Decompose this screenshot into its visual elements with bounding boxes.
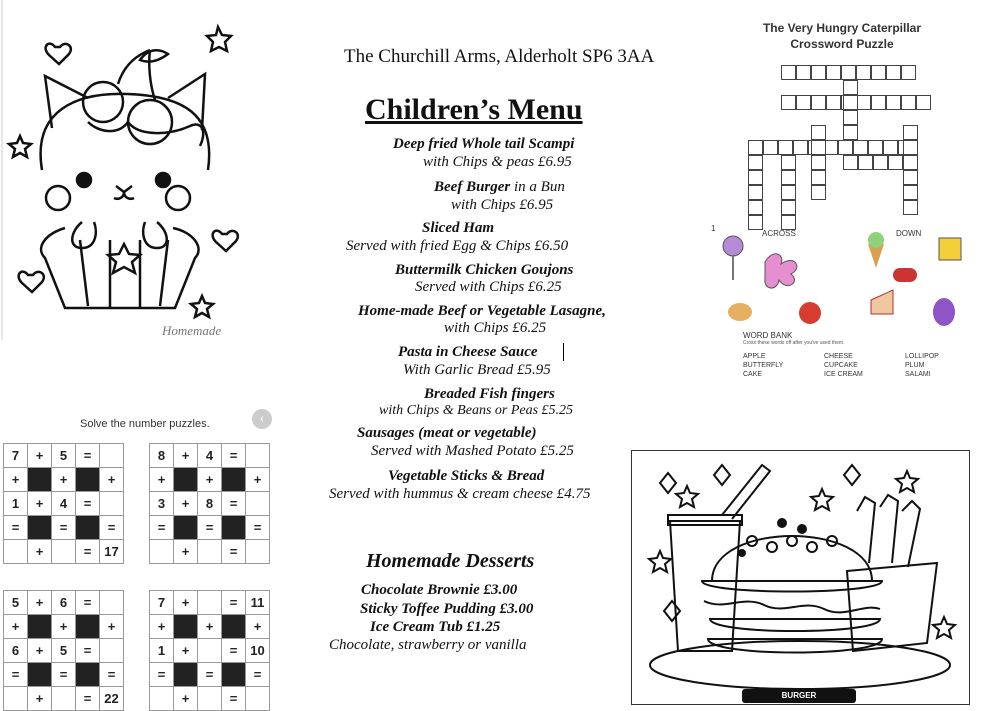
- puzzle-cell: +: [246, 615, 270, 639]
- crossword-cell[interactable]: [903, 140, 918, 155]
- crossword-cell[interactable]: [826, 95, 841, 110]
- puzzle-cell: =: [246, 516, 270, 540]
- crossword-cell[interactable]: [763, 140, 778, 155]
- puzzle-cell: =: [222, 492, 246, 516]
- word-bank-word: CHEESE: [824, 353, 853, 360]
- puzzle-cell: =: [52, 516, 76, 540]
- crossword-cell[interactable]: [916, 95, 931, 110]
- number-puzzle-grid: [3, 443, 124, 564]
- puzzle-cell: +: [150, 468, 174, 492]
- menu-item-name: Buttermilk Chicken Goujons: [395, 262, 574, 278]
- crossword-cell[interactable]: [781, 155, 796, 170]
- puzzle-cell[interactable]: [246, 687, 270, 711]
- crossword-cell[interactable]: [748, 200, 763, 215]
- menu-title: Children’s Menu: [365, 93, 583, 126]
- menu-item-detail: Served with fried Egg & Chips £6.50: [346, 238, 569, 254]
- puzzle-cell: +: [246, 468, 270, 492]
- crossword-cell[interactable]: [811, 95, 826, 110]
- puzzle-cell: +: [198, 468, 222, 492]
- puzzle-cell: =: [76, 639, 100, 663]
- puzzle-cell: =: [198, 663, 222, 687]
- puzzle-cell: =: [76, 687, 100, 711]
- puzzle-cell: =: [150, 663, 174, 687]
- puzzle-cell: +: [174, 591, 198, 615]
- puzzle-cell: =: [222, 639, 246, 663]
- crossword-cell[interactable]: [793, 140, 808, 155]
- address: The Churchill Arms, Alderholt SP6 3AA: [344, 46, 655, 67]
- puzzle-cell: 4: [52, 492, 76, 516]
- puzzle-black-cell: [174, 516, 198, 540]
- puzzle-cell: =: [100, 516, 124, 540]
- crossword-cell[interactable]: [843, 95, 858, 110]
- puzzle-cell: 3: [150, 492, 174, 516]
- crossword-cell[interactable]: [811, 155, 826, 170]
- dessert-note: Chocolate, strawberry or vanilla: [329, 637, 527, 653]
- puzzle-cell: 1: [4, 492, 28, 516]
- cat-cupcake-colouring-image: [0, 0, 250, 340]
- puzzle-cell: 6: [4, 639, 28, 663]
- menu-item-detail: Served with Mashed Potato £5.25: [371, 443, 574, 459]
- puzzle-cell: +: [174, 540, 198, 564]
- puzzle-cell: 6: [52, 591, 76, 615]
- crossword-cell[interactable]: [781, 185, 796, 200]
- puzzle-cell: =: [76, 492, 100, 516]
- menu-item-name: Sliced Ham: [422, 220, 495, 236]
- puzzle-cell: 7: [150, 591, 174, 615]
- menu-item-detail: Served with hummus & cream cheese £4.75: [329, 486, 591, 502]
- dessert-item: Sticky Toffee Pudding £3.00: [360, 601, 534, 617]
- puzzle-cell[interactable]: [246, 444, 270, 468]
- puzzle-black-cell: [28, 516, 52, 540]
- menu-item-detail: with Chips £6.25: [444, 320, 547, 336]
- puzzle-cell: 8: [198, 492, 222, 516]
- puzzle-cell: +: [52, 468, 76, 492]
- crossword-cell[interactable]: [843, 110, 858, 125]
- crossword-title: [723, 20, 961, 52]
- crossword-cell[interactable]: [811, 170, 826, 185]
- dessert-item: Ice Cream Tub £1.25: [370, 619, 501, 635]
- puzzle-cell: +: [4, 468, 28, 492]
- puzzle-cell[interactable]: [100, 492, 124, 516]
- word-bank-column: [905, 352, 939, 379]
- crossword-numbers: [711, 224, 715, 233]
- puzzle-cell: 10: [246, 639, 270, 663]
- dessert-item: Chocolate Brownie £3.00: [361, 582, 518, 598]
- word-bank-word: ICE CREAM: [824, 371, 863, 378]
- menu-item-name: Home-made Beef or Vegetable Lasagne,: [358, 303, 606, 319]
- puzzle-cell[interactable]: [198, 540, 222, 564]
- puzzle-black-cell: [76, 615, 100, 639]
- crossword-cell[interactable]: [903, 185, 918, 200]
- puzzle-cell: +: [28, 639, 52, 663]
- puzzle-cell: +: [174, 639, 198, 663]
- menu-item-detail: with Chips £6.95: [451, 197, 554, 213]
- cat-caption: Homemade: [162, 323, 222, 335]
- crossword-cell[interactable]: [811, 185, 826, 200]
- crossword-cell[interactable]: [781, 95, 796, 110]
- crossword-cell[interactable]: [796, 65, 811, 80]
- burger-label: BURGER: [742, 689, 856, 703]
- puzzle-cell: +: [174, 444, 198, 468]
- number-puzzle-grid: [149, 443, 270, 564]
- word-bank-word: APPLE: [743, 353, 766, 360]
- puzzle-cell: 5: [52, 639, 76, 663]
- crossword-cell[interactable]: [858, 155, 873, 170]
- menu-item-name: Deep fried Whole tail Scampi: [393, 136, 575, 152]
- puzzle-cell: +: [28, 540, 52, 564]
- crossword-cell[interactable]: [843, 125, 858, 140]
- crossword-cell[interactable]: [841, 65, 856, 80]
- puzzle-cell: =: [52, 663, 76, 687]
- puzzle-cell: =: [4, 663, 28, 687]
- down-label: DOWN: [896, 229, 922, 238]
- puzzle-cell[interactable]: [52, 687, 76, 711]
- puzzle-cell[interactable]: [198, 639, 222, 663]
- crossword-cell[interactable]: [886, 95, 901, 110]
- crossword-cell[interactable]: [811, 140, 826, 155]
- word-bank-column: [824, 352, 863, 379]
- word-bank-column: [743, 352, 783, 379]
- puzzle-black-cell: [222, 516, 246, 540]
- crossword-cell[interactable]: [883, 140, 898, 155]
- puzzle-cell: =: [76, 444, 100, 468]
- puzzle-black-cell: [222, 468, 246, 492]
- crossword-cell[interactable]: [826, 65, 841, 80]
- puzzle-cell: +: [100, 468, 124, 492]
- puzzle-cell[interactable]: [4, 687, 28, 711]
- puzzle-cell: =: [198, 516, 222, 540]
- puzzle-cell: 7: [4, 444, 28, 468]
- puzzle-cell: =: [76, 591, 100, 615]
- menu-item-name-bold: Beef Burger: [434, 179, 511, 195]
- crossword-cell[interactable]: [778, 140, 793, 155]
- clue-number: 1: [711, 224, 716, 233]
- menu-item-name: Pasta in Cheese Sauce: [398, 344, 538, 360]
- puzzle-cell[interactable]: [150, 540, 174, 564]
- puzzle-cell: 17: [100, 540, 124, 564]
- crossword-title-line2: Crossword Puzzle: [790, 37, 894, 51]
- puzzle-cell[interactable]: [246, 492, 270, 516]
- puzzle-cell: =: [222, 540, 246, 564]
- crossword-cell[interactable]: [843, 80, 858, 95]
- puzzle-black-cell: [76, 468, 100, 492]
- puzzle-black-cell: [28, 615, 52, 639]
- puzzle-black-cell: [174, 615, 198, 639]
- number-puzzle-grid: [149, 590, 270, 711]
- puzzle-black-cell: [174, 663, 198, 687]
- menu-item-name: Breaded Fish fingers: [424, 386, 555, 402]
- puzzle-cell[interactable]: [4, 540, 28, 564]
- puzzle-cell: =: [150, 516, 174, 540]
- puzzle-cell[interactable]: [198, 591, 222, 615]
- puzzle-cell: 5: [52, 444, 76, 468]
- puzzle-cell: =: [222, 591, 246, 615]
- puzzle-cell[interactable]: [246, 540, 270, 564]
- puzzle-cell: +: [28, 492, 52, 516]
- puzzle-cell[interactable]: [100, 639, 124, 663]
- crossword-cell[interactable]: [901, 65, 916, 80]
- puzzle-cell: =: [76, 540, 100, 564]
- puzzle-cell: +: [52, 615, 76, 639]
- puzzle-cell[interactable]: [100, 591, 124, 615]
- puzzle-cell: 22: [100, 687, 124, 711]
- crossword-cell[interactable]: [748, 170, 763, 185]
- crossword-cell[interactable]: [903, 200, 918, 215]
- crossword-cell[interactable]: [843, 155, 858, 170]
- puzzle-cell: 4: [198, 444, 222, 468]
- crossword-cell[interactable]: [781, 170, 796, 185]
- puzzle-black-cell: [174, 468, 198, 492]
- puzzle-black-cell: [222, 663, 246, 687]
- crossword-cell[interactable]: [781, 65, 796, 80]
- crossword-title-line1: The Very Hungry Caterpillar: [762, 21, 922, 35]
- crossword-cell[interactable]: [871, 95, 886, 110]
- crossword-cell[interactable]: [868, 140, 883, 155]
- crossword-cell[interactable]: [853, 140, 868, 155]
- crossword-cell[interactable]: [856, 65, 871, 80]
- crossword-cell[interactable]: [838, 140, 853, 155]
- crossword-cell[interactable]: [856, 95, 871, 110]
- word-bank-word: BUTTERFLY: [743, 362, 784, 369]
- crossword-cell[interactable]: [748, 155, 763, 170]
- crossword-cell[interactable]: [871, 65, 886, 80]
- scroll-arrow-button[interactable]: ‹: [252, 409, 272, 429]
- puzzle-cell[interactable]: [198, 687, 222, 711]
- number-puzzles-title: Solve the number puzzles.: [80, 418, 210, 430]
- crossword-puzzle-panel: [703, 10, 970, 382]
- crossword-cell[interactable]: [886, 65, 901, 80]
- puzzle-cell: +: [4, 615, 28, 639]
- puzzle-black-cell: [76, 516, 100, 540]
- puzzle-cell: +: [100, 615, 124, 639]
- word-bank-word: CUPCAKE: [824, 362, 858, 369]
- across-label: ACROSS: [762, 229, 796, 238]
- crossword-cell[interactable]: [903, 125, 918, 140]
- puzzle-cell: 11: [246, 591, 270, 615]
- word-bank-word: SALAMI: [905, 371, 931, 378]
- puzzle-cell: +: [174, 687, 198, 711]
- word-bank-word: CAKE: [743, 371, 763, 378]
- menu-item-name: [434, 179, 565, 196]
- crossword-cell[interactable]: [811, 65, 826, 80]
- menu-item-detail: with Chips & peas £6.95: [423, 154, 572, 170]
- number-puzzle-grid: [3, 590, 124, 711]
- puzzle-cell: =: [246, 663, 270, 687]
- puzzle-cell[interactable]: [100, 444, 124, 468]
- crossword-clue-pictures: [703, 220, 970, 330]
- crossword-cell[interactable]: [888, 155, 903, 170]
- puzzle-cell: =: [222, 687, 246, 711]
- desserts-title: Homemade Desserts: [366, 550, 535, 572]
- text-cursor: [563, 343, 564, 361]
- puzzle-cell: +: [150, 615, 174, 639]
- menu-item-name: Vegetable Sticks & Bread: [388, 468, 545, 484]
- crossword-cell[interactable]: [781, 200, 796, 215]
- word-bank-word: PLUM: [905, 362, 925, 369]
- puzzle-cell: 1: [150, 639, 174, 663]
- crossword-cell[interactable]: [811, 125, 826, 140]
- puzzle-cell: +: [28, 591, 52, 615]
- puzzle-cell: +: [174, 492, 198, 516]
- menu-item-detail: With Garlic Bread £5.95: [403, 362, 551, 378]
- puzzle-black-cell: [76, 663, 100, 687]
- menu-item-name-rest: in a Bun: [510, 179, 565, 195]
- crossword-cell[interactable]: [748, 185, 763, 200]
- menu-item-detail: Served with Chips £6.25: [415, 279, 562, 295]
- puzzle-cell[interactable]: [52, 540, 76, 564]
- crossword-cell[interactable]: [873, 155, 888, 170]
- puzzle-cell: 5: [4, 591, 28, 615]
- puzzle-cell: =: [100, 663, 124, 687]
- word-bank-note: Cross these words off after you've used them.: [743, 340, 845, 346]
- crossword-cell[interactable]: [901, 95, 916, 110]
- word-bank-title: WORD BANK: [743, 331, 793, 340]
- puzzle-cell: =: [4, 516, 28, 540]
- puzzle-cell: =: [222, 444, 246, 468]
- puzzle-cell: +: [28, 444, 52, 468]
- puzzle-black-cell: [28, 468, 52, 492]
- crossword-cell[interactable]: [748, 140, 763, 155]
- puzzle-cell[interactable]: [150, 687, 174, 711]
- word-bank-word: LOLLIPOP: [905, 353, 939, 360]
- burger-colouring-image: [631, 450, 970, 705]
- puzzle-black-cell: [28, 663, 52, 687]
- puzzle-black-cell: [222, 615, 246, 639]
- crossword-cell[interactable]: [903, 170, 918, 185]
- puzzle-cell: +: [28, 687, 52, 711]
- crossword-cell[interactable]: [903, 155, 918, 170]
- menu-item-detail: with Chips & Beans or Peas £5.25: [379, 403, 574, 418]
- puzzle-cell: 8: [150, 444, 174, 468]
- menu-item-name: Sausages (meat or vegetable): [357, 425, 537, 441]
- crossword-cell[interactable]: [796, 95, 811, 110]
- puzzle-cell: +: [198, 615, 222, 639]
